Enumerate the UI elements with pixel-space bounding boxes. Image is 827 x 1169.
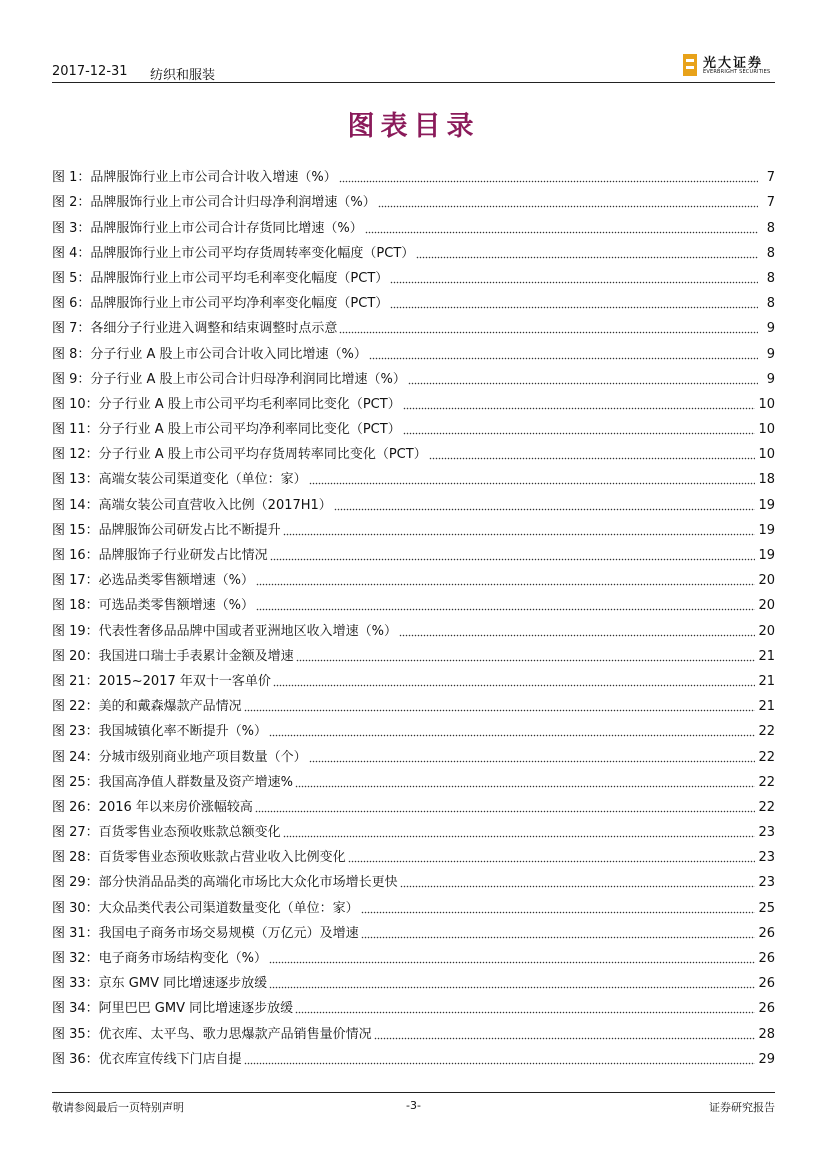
toc-dot-leader <box>361 911 756 914</box>
toc-dot-leader <box>256 583 755 586</box>
toc-entry-page: 22 <box>758 749 775 765</box>
toc-entry-label: 图 10：分子行业 A 股上市公司平均毛利率同比变化（PCT） <box>52 396 401 412</box>
toc-dot-leader <box>374 1037 756 1040</box>
toc-dot-leader <box>295 1011 755 1014</box>
toc-entry-page: 21 <box>758 699 775 715</box>
toc-entry[interactable] <box>52 891 775 916</box>
toc-entry[interactable] <box>52 816 775 841</box>
toc-entry-page: 9 <box>766 371 775 387</box>
toc-entry-label: 图 11：分子行业 A 股上市公司平均净利率同比变化（PCT） <box>52 422 401 438</box>
toc-entry-label: 图 7：各细分子行业进入调整和结束调整时点示意 <box>52 321 338 337</box>
toc-entry[interactable] <box>52 463 775 488</box>
toc-entry[interactable] <box>52 791 775 816</box>
toc-dot-leader <box>403 432 756 435</box>
toc-entry[interactable] <box>52 1043 775 1068</box>
toc-dot-leader <box>416 256 758 259</box>
toc-entry-page: 19 <box>758 522 775 538</box>
industry-name: 纺织和服装 <box>150 68 216 83</box>
toc-dot-leader <box>400 885 756 888</box>
toc-dot-leader <box>296 659 756 662</box>
toc-entry-label: 图 17：必选品类零售额增速（%） <box>52 573 255 589</box>
toc-entry-label: 图 18：可选品类零售额增速（%） <box>52 598 255 614</box>
toc-dot-leader <box>408 382 758 385</box>
toc-entry[interactable] <box>52 186 775 211</box>
toc-entry-label: 图 30：大众品类代表公司渠道数量变化（单位：家） <box>52 900 359 916</box>
page-footer <box>52 1092 775 1117</box>
page-header <box>52 50 775 83</box>
toc-entry-label: 图 35：优衣库、太平鸟、歌力思爆款产品销售量价情况 <box>52 1026 372 1042</box>
toc-entry-label: 图 28：百货零售业态预收账款占营业收入比例变化 <box>52 850 346 866</box>
company-logo <box>683 50 775 80</box>
toc-entry-label: 图 20：我国进口瑞士手表累计金额及增速 <box>52 648 294 664</box>
toc-entry-label: 图 14：高端女装公司直营收入比例（2017H1） <box>52 497 332 513</box>
report-type: 证券研究报告 <box>709 1101 775 1114</box>
toc-entry-page: 21 <box>758 648 775 664</box>
toc-entry-label: 图 6：品牌服饰行业上市公司平均净利率变化幅度（PCT） <box>52 296 389 312</box>
toc-entry-label: 图 16：品牌服饰子行业研发占比情况 <box>52 548 268 563</box>
toc-entry-page: 23 <box>758 875 775 891</box>
toc-dot-leader <box>334 508 756 511</box>
toc-entry[interactable] <box>52 866 775 891</box>
toc-entry[interactable] <box>52 640 775 665</box>
toc-dot-leader <box>309 760 756 763</box>
toc-entry[interactable] <box>52 766 775 791</box>
toc-entry-page: 18 <box>758 472 775 488</box>
toc-entry-page: 26 <box>758 951 775 966</box>
toc-entry-page: 10 <box>758 396 775 412</box>
toc-entry-page: 23 <box>758 825 775 841</box>
toc-entry[interactable] <box>52 388 775 413</box>
toc-dot-leader <box>295 785 755 788</box>
toc-entry[interactable] <box>52 262 775 287</box>
toc-entry-page: 22 <box>758 799 775 815</box>
toc-entry-page: 7 <box>766 195 775 211</box>
toc-dot-leader <box>365 231 758 234</box>
report-date: 2017-12-31 <box>52 64 128 79</box>
toc-dot-leader <box>270 558 756 561</box>
toc-entry[interactable] <box>52 438 775 463</box>
toc-entry-label: 图 3：品牌服饰行业上市公司合计存货同比增速（%） <box>52 220 363 236</box>
logo-chinese-name: 光大证券 <box>703 56 764 71</box>
toc-entry-page: 21 <box>758 673 775 689</box>
toc-entry[interactable] <box>52 287 775 312</box>
toc-entry-page: 26 <box>758 1001 775 1017</box>
page-title: 图表目录 <box>347 111 480 142</box>
toc-entry[interactable] <box>52 1017 775 1042</box>
toc-entry-label: 图 23：我国城镇化率不断提升（%） <box>52 724 268 740</box>
toc-entry-label: 图 31：我国电子商务市场交易规模（万亿元）及增速 <box>52 925 359 941</box>
logo-english-name: EVERBRIGHT SECURITIES <box>703 69 771 75</box>
toc-dot-leader <box>269 986 755 989</box>
toc-entry[interactable] <box>52 363 775 388</box>
toc-entry[interactable] <box>52 992 775 1017</box>
toc-dot-leader <box>244 1062 756 1065</box>
toc-entry-label: 图 15：品牌服饰公司研发占比不断提升 <box>52 522 281 538</box>
toc-entry-label: 图 4：品牌服饰行业上市公司平均存货周转率变化幅度（PCT） <box>52 245 415 261</box>
toc-dot-leader <box>283 835 756 838</box>
toc-entry[interactable] <box>52 917 775 942</box>
toc-entry-page: 26 <box>758 976 775 992</box>
toc-entry-page: 20 <box>758 623 775 639</box>
toc-entry-page: 8 <box>766 296 775 312</box>
toc-entry[interactable] <box>52 967 775 992</box>
toc-entry-page: 19 <box>758 548 775 563</box>
toc-entry-label: 图 19：代表性奢侈品品牌中国或者亚洲地区收入增速（%） <box>52 623 398 639</box>
toc-entry-label: 图 1：品牌服饰行业上市公司合计收入增速（%） <box>52 170 337 186</box>
toc-entry[interactable] <box>52 740 775 765</box>
toc-entry-label: 图 22：美的和戴森爆款产品情况 <box>52 699 242 715</box>
toc-entry-page: 19 <box>758 497 775 513</box>
toc-entry-label: 图 24：分城市级别商业地产项目数量（个） <box>52 749 307 765</box>
toc-entry-label: 图 13：高端女装公司渠道变化（单位：家） <box>52 472 307 488</box>
page-number: -3- <box>406 1099 421 1112</box>
toc-entry[interactable] <box>52 312 775 337</box>
toc-entry-page: 10 <box>758 447 775 463</box>
toc-entry[interactable] <box>52 539 775 564</box>
toc-entry-label: 图 34：阿里巴巴 GMV 同比增速逐步放缓 <box>52 1001 294 1017</box>
toc-entry[interactable] <box>52 564 775 589</box>
toc-entry[interactable] <box>52 161 775 186</box>
toc-dot-leader <box>269 961 755 964</box>
toc-dot-leader <box>269 734 755 737</box>
toc-entry-label: 图 8：分子行业 A 股上市公司合计收入同比增速（%） <box>52 346 367 362</box>
toc-entry-page: 28 <box>758 1026 775 1042</box>
toc-entry-label: 图 32：电子商务市场结构变化（%） <box>52 951 268 966</box>
toc-dot-leader <box>429 457 756 460</box>
toc-entry-label: 图 29：部分快消品品类的高端化市场比大众化市场增长更快 <box>52 875 398 891</box>
toc-dot-leader <box>348 860 756 863</box>
toc-dot-leader <box>339 180 758 183</box>
toc-entry[interactable] <box>52 690 775 715</box>
toc-entry-page: 8 <box>766 220 775 236</box>
toc-entry[interactable] <box>52 237 775 262</box>
toc-dot-leader <box>399 634 755 637</box>
toc-entry-label: 图 36：优衣库宣传线下门店自提 <box>52 1051 242 1067</box>
toc-entry-page: 25 <box>758 900 775 916</box>
toc-dot-leader <box>390 306 758 309</box>
toc-entry-label: 图 2：品牌服饰行业上市公司合计归母净利润增速（%） <box>52 195 376 211</box>
toc-entry[interactable] <box>52 614 775 639</box>
toc-entry-page: 10 <box>758 422 775 438</box>
toc-entry-page: 23 <box>758 850 775 866</box>
figure-list <box>52 161 775 1068</box>
toc-entry-page: 22 <box>758 724 775 740</box>
toc-dot-leader <box>339 331 758 334</box>
toc-entry-page: 8 <box>766 270 775 286</box>
toc-entry-label: 图 33：京东 GMV 同比增速逐步放缓 <box>52 976 268 992</box>
toc-entry-label: 图 21：2015~2017 年双十一客单价 <box>52 673 271 689</box>
toc-entry[interactable] <box>52 211 775 236</box>
toc-dot-leader <box>378 205 758 208</box>
toc-entry-page: 9 <box>766 346 775 362</box>
toc-entry-label: 图 5：品牌服饰行业上市公司平均毛利率变化幅度（PCT） <box>52 270 389 286</box>
toc-entry[interactable] <box>52 589 775 614</box>
toc-entry-page: 26 <box>758 925 775 941</box>
toc-entry-label: 图 27：百货零售业态预收账款总额变化 <box>52 825 281 841</box>
toc-dot-leader <box>255 810 756 813</box>
toc-entry-page: 9 <box>766 321 775 337</box>
toc-entry-label: 图 26：2016 年以来房价涨幅较高 <box>52 799 253 815</box>
toc-dot-leader <box>256 608 755 611</box>
logo-mark-icon <box>683 54 697 76</box>
toc-entry[interactable] <box>52 488 775 513</box>
toc-entry[interactable] <box>52 337 775 362</box>
toc-entry-page: 20 <box>758 598 775 614</box>
toc-entry[interactable] <box>52 715 775 740</box>
toc-entry-label: 图 12：分子行业 A 股上市公司平均存货周转率同比变化（PCT） <box>52 447 427 463</box>
toc-entry-page: 8 <box>766 245 775 261</box>
toc-entry[interactable] <box>52 413 775 438</box>
toc-entry[interactable] <box>52 665 775 690</box>
toc-entry[interactable] <box>52 514 775 539</box>
toc-entry-page: 20 <box>758 573 775 589</box>
toc-entry[interactable] <box>52 942 775 967</box>
toc-entry-page: 29 <box>758 1051 775 1067</box>
toc-dot-leader <box>309 482 756 485</box>
toc-dot-leader <box>244 709 756 712</box>
toc-entry-page: 7 <box>766 170 775 186</box>
toc-entry-label: 图 25：我国高净值人群数量及资产增速% <box>52 774 294 790</box>
toc-entry-page: 22 <box>758 774 775 790</box>
toc-dot-leader <box>403 407 756 410</box>
disclaimer-note: 敬请参阅最后一页特别声明 <box>52 1101 184 1114</box>
toc-entry[interactable] <box>52 841 775 866</box>
toc-dot-leader <box>361 936 756 939</box>
toc-dot-leader <box>390 281 758 284</box>
toc-dot-leader <box>273 684 756 687</box>
toc-dot-leader <box>369 357 758 360</box>
toc-entry-label: 图 9：分子行业 A 股上市公司合计归母净利润同比增速（%） <box>52 371 406 387</box>
toc-dot-leader <box>283 533 756 536</box>
